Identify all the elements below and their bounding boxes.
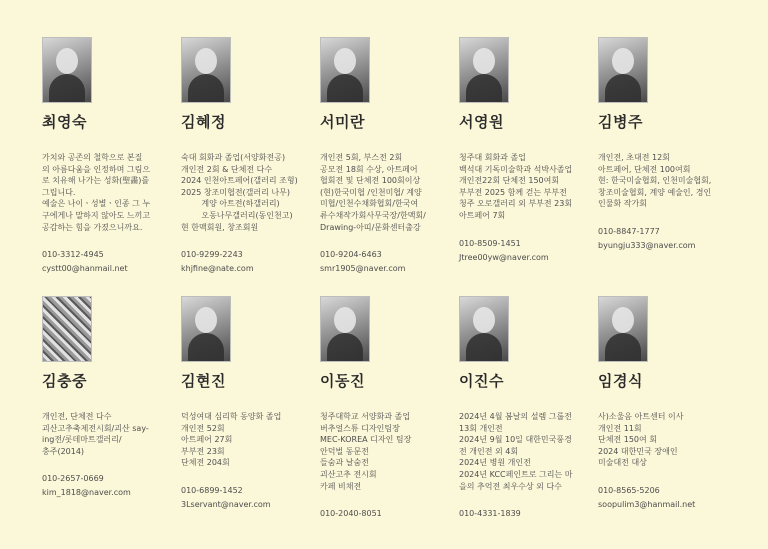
artist-photo [320, 37, 370, 103]
bio-line: 들숨과 날숨전 [320, 458, 369, 468]
bio-line: 개인전 5회, 부스전 2회 [320, 153, 403, 162]
artist-name: 서영원 [459, 113, 504, 131]
artist-photo [181, 37, 231, 103]
bio-line: 카페 비채전 [320, 481, 362, 491]
bio-line: 단체전 150여 회 [598, 435, 657, 445]
artist-contact [42, 248, 172, 276]
bio-line: 백석대 기독미술학과 석박사졸업 [459, 164, 573, 174]
bio-line: 숙대 회화과 졸업(서양화전공) [181, 153, 286, 162]
bio-line: 청주대학교 서양화과 졸업 [320, 412, 411, 421]
artist-email: khjfine@nate.com [181, 264, 254, 274]
artist-card [320, 296, 450, 521]
artist-bio [42, 152, 172, 233]
artist-phone: 010-2040-8051 [320, 509, 382, 519]
bio-line: 공감하는 힘을 가졌으니까요. [42, 222, 143, 232]
artist-email: 3Lservant@naver.com [181, 499, 271, 509]
bio-line: 로 치유해 나가는 성화(聖畵)를 [42, 176, 150, 186]
bio-line: 개인전, 단체전 다수 [42, 412, 112, 421]
bio-line: 구에게나 말하지 않아도 느끼고 [42, 210, 151, 220]
bio-line: 아트페어 7회 [459, 210, 506, 220]
bio-line: 2024 대한민국 장애인 [598, 446, 678, 456]
artist-email: cystt00@hanmail.net [42, 264, 128, 274]
bio-line: 2025 창조미협전(갤러리 나무) [181, 187, 290, 197]
artist-phone: 010-3312-4945 [42, 250, 104, 260]
artist-name: 서미란 [320, 113, 365, 131]
bio-line: 공모전 18회 수상, 아트페어 [320, 164, 418, 174]
artist-card [42, 37, 172, 276]
artist-bio [598, 411, 728, 469]
bio-line: (현)한국미협 /인천미협/ 계양 [320, 187, 422, 197]
bio-line: 개인전22회 단체전 150여회 [459, 176, 560, 186]
bio-line: 개인전 52회 [181, 423, 225, 433]
artist-name: 이진수 [459, 372, 504, 390]
bio-line: 개인전 11회 [598, 423, 642, 433]
bio-line: 가치와 공존의 철학으로 본질 [42, 153, 143, 162]
bio-line: 오동나무갤러리(동인천고) [181, 210, 293, 220]
artist-photo [42, 37, 92, 103]
artist-contact [459, 237, 589, 265]
bio-line: 개인전 2회 & 단체전 다수 [181, 164, 273, 174]
artist-phone: 010-9299-2243 [181, 250, 243, 260]
artist-contact [598, 484, 728, 512]
bio-line: 덕성여대 심리학 동양화 졸업 [181, 412, 282, 421]
bio-line: 13회 개인전 [459, 423, 503, 433]
artist-contact [598, 225, 728, 253]
artist-photo [320, 296, 370, 362]
artist-contact [320, 507, 450, 521]
artist-card [598, 37, 728, 253]
artist-photo [181, 296, 231, 362]
artist-contact [459, 507, 589, 521]
artist-bio [459, 152, 589, 222]
bio-line: 2024년 병원 개인전 [459, 458, 531, 468]
bio-line: 창조미술협회, 계양 예술인, 경인 [598, 187, 712, 197]
artist-name: 최영숙 [42, 113, 87, 131]
artist-email: Jtree00yw@naver.com [459, 252, 549, 262]
artist-card [459, 37, 589, 265]
artist-photo [42, 296, 92, 362]
artist-card [42, 296, 172, 500]
artist-photo [459, 296, 509, 362]
bio-line: 협회전 및 단체전 100회이상 [320, 176, 421, 186]
bio-line: 괴산고추 전시회 [320, 469, 377, 479]
artist-bio [320, 411, 450, 492]
artist-name: 김혜정 [181, 113, 226, 131]
artist-photo [598, 296, 648, 362]
bio-line: Drawing-아띠/문화센터출강 [320, 222, 421, 232]
artist-email: kim_1818@naver.com [42, 488, 131, 498]
artist-email: smr1905@naver.com [320, 264, 406, 274]
bio-line: 안덕벌 동문전 [320, 446, 369, 456]
artist-bio [42, 411, 172, 457]
bio-line: 2024년 9월 10일 대한민국풍경 [459, 435, 572, 445]
artist-card [181, 37, 311, 276]
bio-line: 청주 오로갤러리 외 부부전 23회 [459, 199, 573, 209]
artist-email: soopulim3@hanmail.net [598, 499, 696, 509]
bio-line: 부부전 2025 함께 걷는 부부전 [459, 187, 567, 197]
artist-phone: 010-2657-0669 [42, 474, 104, 484]
artist-bio [181, 152, 311, 233]
artist-contact [320, 248, 450, 276]
artist-name: 이동진 [320, 372, 365, 390]
bio-line: 아트페어 27회 [181, 435, 233, 445]
bio-line: 현: 한국미술협회, 인천미술협회, [598, 176, 712, 186]
artist-name: 김충중 [42, 372, 87, 390]
artist-card [181, 296, 311, 512]
artist-phone: 010-8509-1451 [459, 238, 521, 248]
bio-line: 미협/인천수채화협회/한국여 [320, 199, 419, 209]
artist-phone: 010-6899-1452 [181, 485, 243, 495]
bio-line: ing전/롯데마트갤러리/ [42, 435, 122, 445]
bio-line: 현 한맥회원, 창조회원 [181, 222, 259, 232]
artist-bio [181, 411, 311, 469]
bio-line: 충주(2014) [42, 446, 85, 456]
artist-contact [181, 248, 311, 276]
artist-phone: 010-9204-6463 [320, 250, 382, 260]
bio-line: 2024년 4월 봄날의 설렘 그룹전 [459, 412, 572, 421]
artist-card [598, 296, 728, 512]
artist-phone: 010-8847-1777 [598, 226, 660, 236]
bio-line: 미술대전 대상 [598, 458, 647, 468]
bio-line: 개인전, 초대전 12회 [598, 153, 670, 162]
artist-contact [42, 472, 172, 500]
bio-line: 청주대 회화과 졸업 [459, 153, 526, 162]
artist-name: 김현진 [181, 372, 226, 390]
bio-line: 인물화 작가회 [598, 199, 647, 209]
bio-line: 류수채작가회사무국장/한맥회/ [320, 210, 426, 220]
artist-name: 임경식 [598, 372, 643, 390]
artist-phone: 010-4331-1839 [459, 509, 521, 519]
artist-photo [459, 37, 509, 103]
bio-line: 사)소울음 아트센터 이사 [598, 412, 684, 421]
artist-phone: 010-8565-5206 [598, 485, 660, 495]
artist-bio [320, 152, 450, 233]
artist-card [320, 37, 450, 276]
bio-line: 을의 추억전 최우수상 외 다수 [459, 481, 562, 491]
artist-card [459, 296, 589, 521]
artist-photo [598, 37, 648, 103]
artist-name: 김병주 [598, 113, 643, 131]
artist-email: byungju333@naver.com [598, 240, 696, 250]
bio-line: 의 아름다움을 인정하며 그림으 [42, 164, 151, 174]
bio-line: 버추얼스튜 디자인팀장 [320, 423, 400, 433]
artist-contact [181, 484, 311, 512]
bio-line: MEC-KOREA 디자인 팀장 [320, 435, 412, 445]
bio-line: 부부전 23회 [181, 446, 225, 456]
artist-bio [459, 411, 589, 492]
artist-bio [598, 152, 728, 210]
bio-line: 아트페어, 단체전 100여회 [598, 164, 691, 174]
bio-line: 2024년 KCC페인트로 그리는 마 [459, 469, 573, 479]
bio-line: 계양 아트전(하갤러리) [181, 199, 280, 209]
bio-line: 전 개인전 외 4회 [459, 446, 519, 456]
bio-line: 그립니다. [42, 187, 76, 197]
bio-line: 단체전 204회 [181, 458, 230, 468]
bio-line: 괴산고추축제전시회/괴산 say- [42, 423, 149, 433]
bio-line: 예술은 나이ㆍ성별ㆍ인종 그 누 [42, 199, 151, 209]
bio-line: 2024 인천아트페어(갤러리 조형) [181, 176, 298, 186]
